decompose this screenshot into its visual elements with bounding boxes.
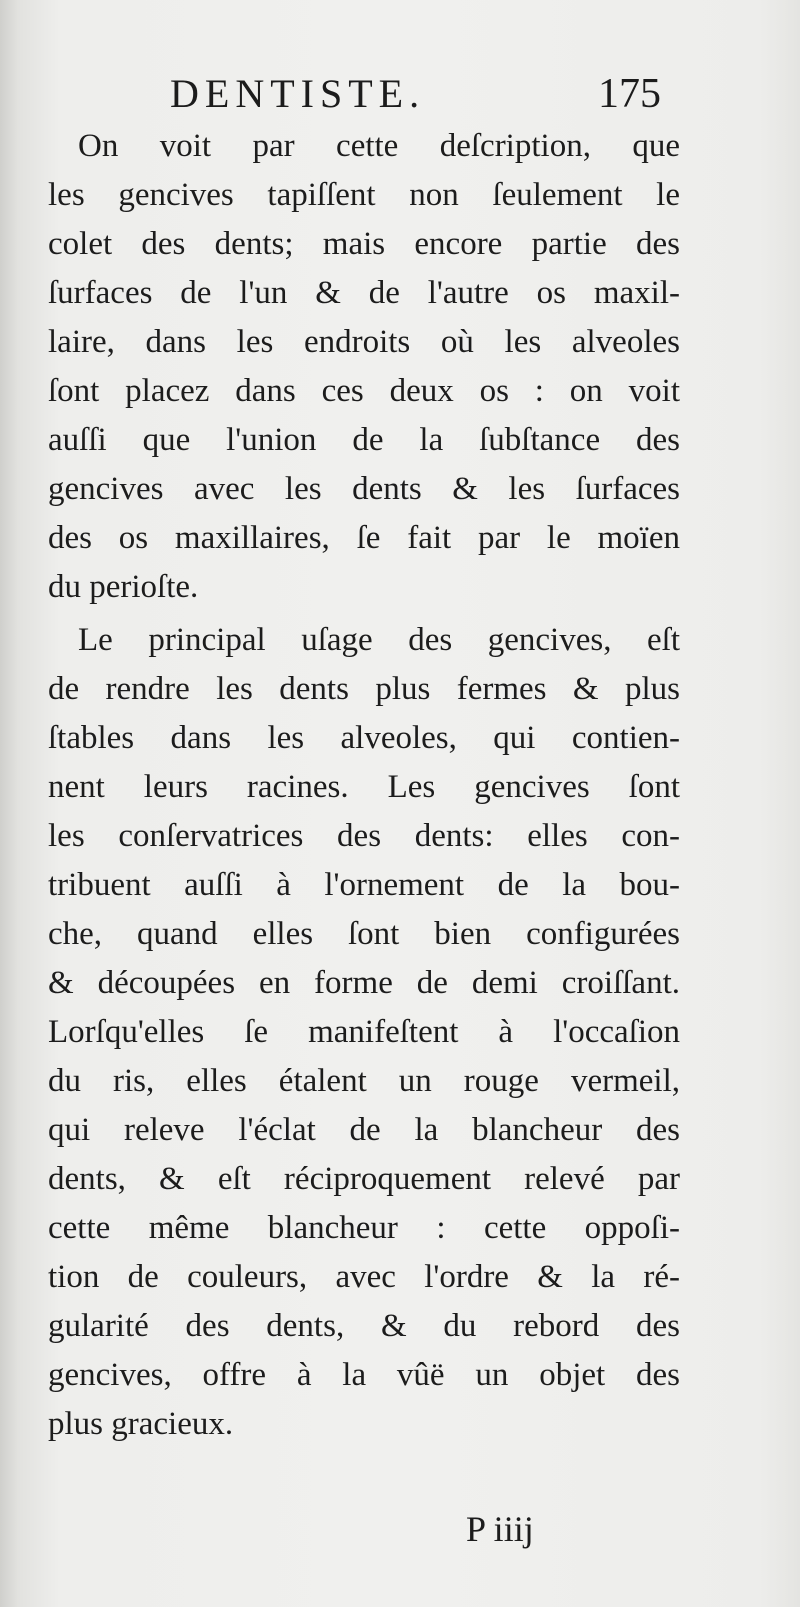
text-line: gencives avec les dents & les ſurfaces	[48, 471, 680, 507]
text-line: nent leurs racines. Les gencives ſont	[48, 769, 680, 805]
text-line: che, quand elles ſont bien configurées	[48, 916, 680, 952]
body-text	[48, 122, 680, 1449]
text-line: Lorſqu'elles ſe manifeſtent à l'occaſion	[48, 1014, 680, 1050]
text-line: ſurfaces de l'un & de l'autre os maxil-	[48, 275, 680, 311]
text-line: ſtables dans les alveoles, qui contien-	[48, 720, 680, 756]
text-line: dents, & eſt réciproquement relevé par	[48, 1161, 680, 1197]
text-line: colet des dents; mais encore partie des	[48, 226, 680, 262]
text-line: On voit par cette deſcription, que	[78, 128, 680, 164]
text-line: auſſi que l'union de la ſubſtance des	[48, 422, 680, 458]
text-line: de rendre les dents plus fermes & plus	[48, 671, 680, 707]
paragraph-2	[48, 616, 680, 1449]
text-line: du ris, elles étalent un rouge vermeil,	[48, 1063, 680, 1099]
text-line: les gencives tapiſſent non ſeulement le	[48, 177, 680, 213]
page-number: 175	[598, 71, 661, 117]
text-line: tribuent auſſi à l'ornement de la bou-	[48, 867, 680, 903]
text-line: gencives, offre à la vûë un objet des	[48, 1357, 680, 1393]
signature-mark: P iiij	[466, 1509, 534, 1549]
text-line: & découpées en forme de demi croiſſant.	[48, 965, 680, 1001]
text-line: gularité des dents, & du rebord des	[48, 1308, 680, 1344]
text-line: ſont placez dans ces deux os : on voit	[48, 373, 680, 409]
text-line: Le principal uſage des gencives, eſt	[78, 622, 680, 658]
text-line: qui releve l'éclat de la blancheur des	[48, 1112, 680, 1148]
text-line: laire, dans les endroits où les alveoles	[48, 324, 680, 360]
text-line: cette même blancheur : cette oppoſi-	[48, 1210, 680, 1246]
text-line: plus gracieux.	[48, 1406, 234, 1442]
running-head-title: DENTISTE.	[170, 71, 426, 116]
paragraph-1	[48, 122, 680, 612]
text-line: du perioſte.	[48, 569, 199, 605]
text-line: tion de couleurs, avec l'ordre & la ré-	[48, 1259, 680, 1295]
running-head	[0, 62, 800, 122]
text-line: les conſervatrices des dents: elles con-	[48, 818, 680, 854]
text-line: des os maxillaires, ſe fait par le moïen	[48, 520, 680, 556]
